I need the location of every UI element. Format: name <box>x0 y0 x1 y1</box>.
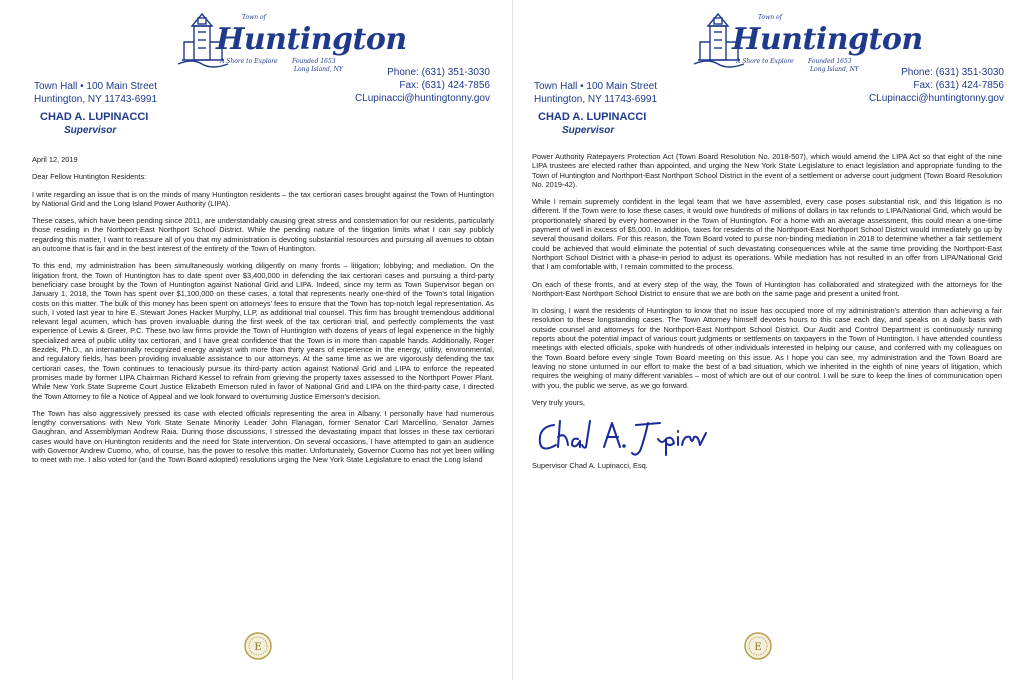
paragraph: On each of these fronts, and at every step of the way, the Town of Huntington has collaborated and strategized with the attorneys for the Northport-East Northport School District to ensure that we are both on the same page and present a united front. <box>532 279 1002 298</box>
handwritten-signature <box>532 415 712 459</box>
seal-icon <box>244 632 272 660</box>
town-logo <box>172 8 407 73</box>
town-logo <box>688 8 923 73</box>
page-divider <box>512 0 513 680</box>
address-line-2: Huntington, NY 11743-6991 <box>34 94 158 105</box>
letterhead-contact <box>355 66 490 105</box>
letter-body <box>32 155 494 473</box>
signer-title: Supervisor <box>64 125 117 136</box>
logo-founded: Founded 1653 <box>808 58 852 65</box>
paragraph: I write regarding an issue that is on the minds of many Huntington residents – the tax certiorari cases brought against the Town of Huntington by National Grid and the Long Island Power Authority (LIPA). <box>32 189 494 208</box>
salutation: Dear Fellow Huntington Residents: <box>32 172 147 182</box>
email-address: CLupinacci@huntingtonny.gov <box>354 93 490 104</box>
phone-number: Phone: (631) 351-3030 <box>387 67 490 78</box>
seal-icon <box>744 632 772 660</box>
seal-letter: E <box>754 642 762 653</box>
paragraph: While I remain supremely confident in the legal team that we have assembled, every case poses substantial risk, and this litigation is no different. If the Town were to lose these cases, it would owe hundreds of millions of dollars in tax refunds to LIPA/National Grid, which would be proportionately shared by every homeowner in the Town of Huntington. For a home with an average assessment, this could mean a one-time payment of well in excess of $5,000. In addition, taxes for residents of the Northport-East Northport School District would immediately go up by several thousand dollars. For this reason, the Town Board voted to purse non-binding mediation in 2018 to determine whether a fair settlement could be achieved that would eliminate the potential of such devastating consequences while at the same time providing the Northport-East Northport School District with a phase-in period to adjust its operations. While mediation has not resulted in an offer from LIPA/National Grid that I am comfortable with, I remain committed to the process. <box>532 197 1002 272</box>
logo-tagline: A Shore to Explore <box>220 58 278 65</box>
seal-letter: E <box>254 642 262 653</box>
signer-name: CHAD A. LUPINACCI <box>40 111 149 123</box>
logo-tagline: A Shore to Explore <box>736 58 794 65</box>
letter-body <box>532 152 1002 478</box>
paragraph: Power Authority Ratepayers Protection Act (Town Board Resolution No. 2018-507), which would amend the LIPA Act so that eight of the nine LIPA trustees are elected rather than appointed, and urging the New York State Legislature to enact legislation and appropriate funding to the Town of Huntington and Northport-East Northport School District in the event of a settlement or adverse court judgment (Town Board Resolution No. 2019-42). <box>532 152 1002 189</box>
address-line-1: Town Hall • 100 Main Street <box>534 81 658 92</box>
letter-page-2 <box>520 0 1020 680</box>
logo-long-island: Long Island, NY <box>294 66 343 73</box>
letter-page-1 <box>4 0 504 680</box>
logo-founded: Founded 1653 <box>292 58 336 65</box>
signer-title: Supervisor <box>562 125 615 136</box>
logo-wordmark: Huntington <box>732 22 923 57</box>
fax-number: Fax: (631) 424-7856 <box>913 80 1004 91</box>
phone-number: Phone: (631) 351-3030 <box>901 67 1004 78</box>
letterhead-address <box>34 80 157 106</box>
paragraph: To this end, my administration has been simultaneously working diligently on many fronts – litigation; lobbying; and mediation. On the litigation front, the Town of Huntington has to date spent over $3,400,000 in defending the tax certiorari cases and pursuing a third-party beneficiary case brought by the Town of Huntington against National Grid and LIPA. Indeed, since my term as Town Supervisor began on January 1, 2018, the Town has spent over $1,100,000 on these cases, a total that represents nearly one-third of the Town's total litigation costs on this matter. The bulk of this money has been spent on attorneys' fees to ensure that the Town has top-notch legal representation. As such, I voted last year to hire E. Stewart Jones Hacker Murphy, LLP, as additional trial counsel. This firm has brought tremendous additional relevant legal acumen, which has proven invaluable during the first week of the tax certiorari trial, and perfectly complements the vast experience of Lewis & Greer, P.C. These two law firms provide the Town of Huntington with dozens of years of legal experience in the highly specialized area of public utility tax certiorari, and I have great confidence that the Town is in more than capable hands. Additionally, Roger Bezdek, Ph.D., an internationally recognized energy analyst with more than thirty years of experience in the energy, utility, environmental, and regulatory fields, has been providing invaluable assistance to our attorneys. At the same time as we are vigorously defending the tax certiorari cases, the Town continues to tenaciously pursue its third-party action against National Grid and LIPA to enforce the repeated promises made by former LIPA Chairman Richard Kessel to refrain from grieving the property taxes assessed to the Northport Power Plant. While New York State Supreme Court Justice Elizabeth Emerson ruled in favor of National Grid and LIPA on the third-party case, I directed the Town Attorney to file a Notice of Appeal and we look forward to overturning Justice Emerson's decision. <box>32 261 494 401</box>
fax-number: Fax: (631) 424-7856 <box>399 80 490 91</box>
letterhead-contact <box>869 66 1004 105</box>
logo-wordmark: Huntington <box>216 22 407 57</box>
address-line-1: Town Hall • 100 Main Street <box>34 81 158 92</box>
letterhead-address <box>534 80 657 106</box>
closing: Very truly yours, <box>532 397 585 407</box>
signature-block: Supervisor Chad A. Lupinacci, Esq. <box>532 461 648 471</box>
address-line-2: Huntington, NY 11743-6991 <box>534 94 658 105</box>
logo-town-of: Town of <box>242 14 266 21</box>
paragraph: The Town has also aggressively pressed its case with elected officials representing the area in Albany. I personally have had numerous lengthy conversations with New York State Senate Minority Leader John Flanagan, former Senator Carl Marcellino, Senator James Gaughran, and Assemblyman Andrew Raia. During those discussions, I stressed the devastating impact that losses in these tax certiorari cases would have on Huntington residents and the need for State intervention. On several occasions, I have attempted to gain an audience with Governor Andrew Cuomo, who, of course, has the power to resolve this matter. Unfortunately, Governor Cuomo has not yet been willing to meet with me. I also voted for (and the Town Board adopted) resolutions urging the New York State Legislature to enact the Long Island <box>32 408 494 465</box>
logo-town-of: Town of <box>758 14 782 21</box>
logo-long-island: Long Island, NY <box>810 66 859 73</box>
paragraph: These cases, which have been pending since 2011, are understandably causing great stress and consternation for our residents, particularly those residing in the Northport-East Northport School District. While the pending nature of the litigation limits what I can say publicly regarding this matter, I want to reassure all of you that my administration is devoting substantial resources and pursuing all avenues to obtain an outcome that is fair and in the best interest of the entirety of the Town of Huntington. <box>32 216 494 254</box>
signer-name: CHAD A. LUPINACCI <box>538 111 647 123</box>
paragraph: In closing, I want the residents of Huntington to know that no issue has occupied more of my administration's attention than achieving a fair resolution to these longstanding cases. The Town Attorney himself devotes hours to this case each day, and speaks on a daily basis with outside counsel and attorneys for the Northport-East Northport School District. Our Audit and Control Department is continuously running reports about the potential impact of various court judgments or settlements on taxpayers in the Town of Huntington. I have attended countless meetings with elected officials, spoke with hundreds of other individuals interested in helping our cause, and conferred with my colleagues on the Town Board before every single Town Board meeting on this issue. As I hope you can see, my administration and the Town Board are leaving no stone unturned in our effort to make the best of a bad situation, which we inherited in the eighth of nine years of litigation, which requires the weighing of many different variables – most of which are out of our control. I will be sure to keep the lines of communication open with you, the public we serve, as we go forward. <box>532 306 1002 390</box>
letter-date: April 12, 2019 <box>32 155 78 164</box>
email-address: CLupinacci@huntingtonny.gov <box>868 93 1004 104</box>
